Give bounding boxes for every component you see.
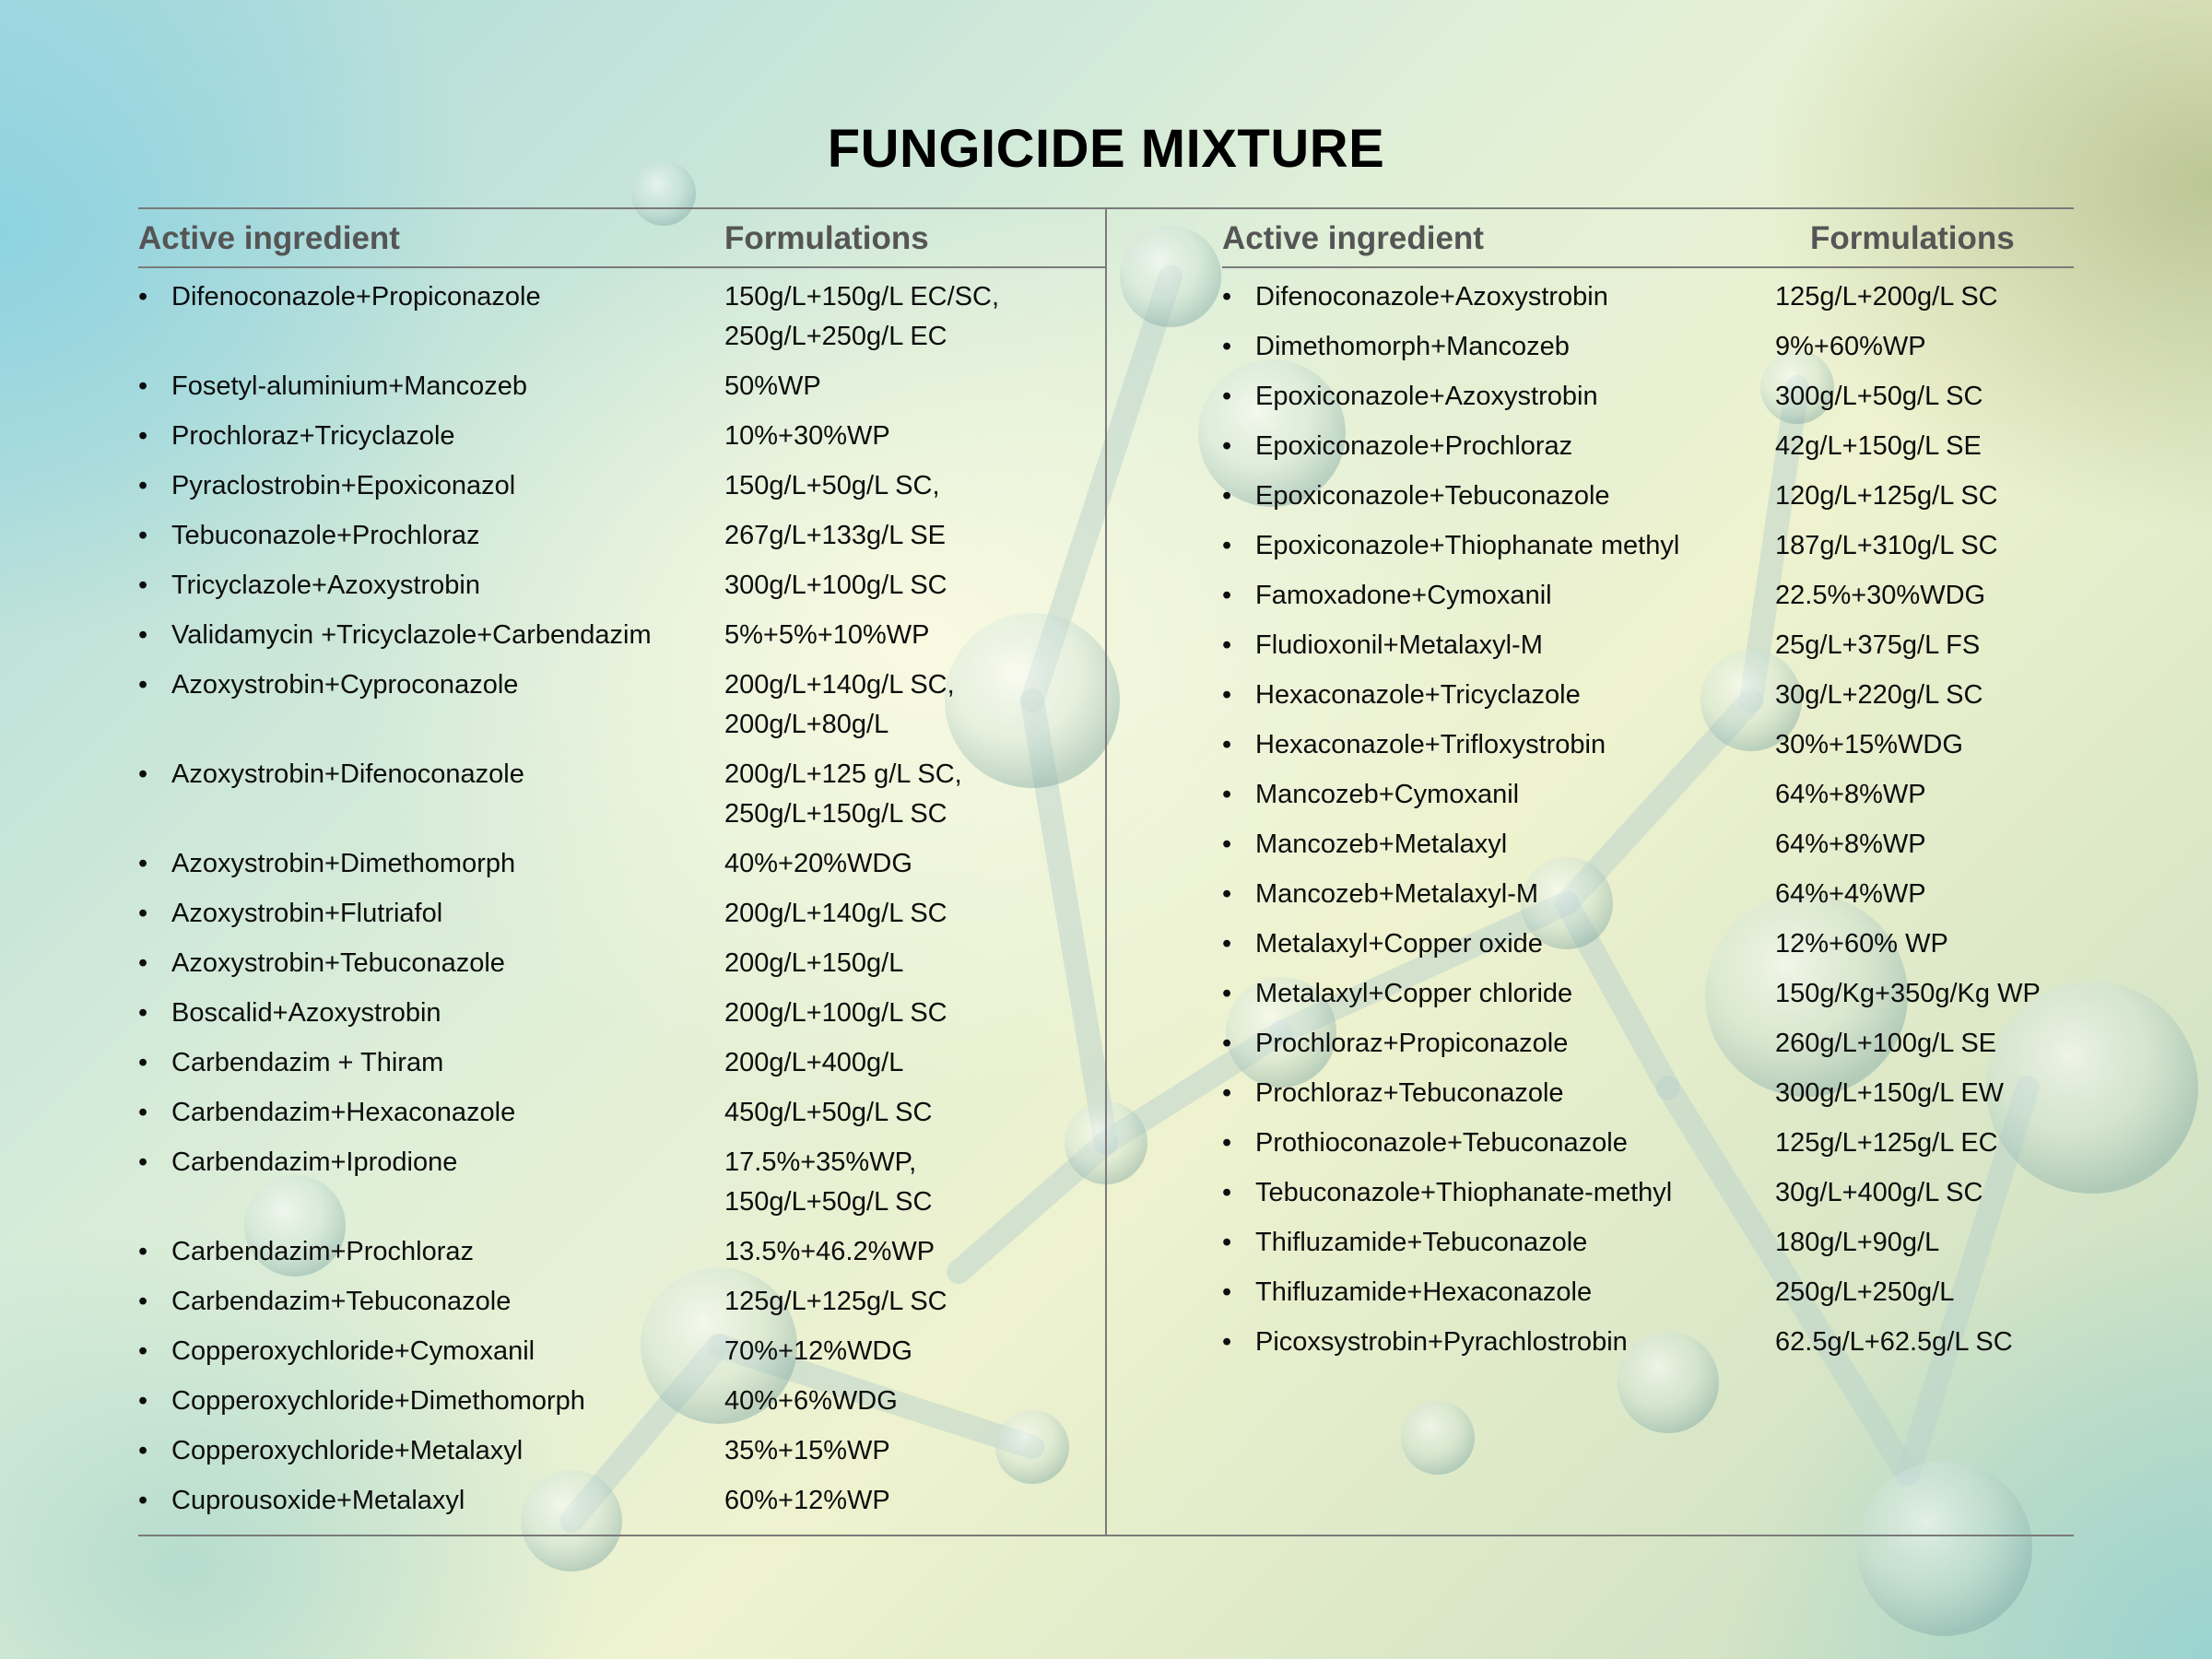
bullet-icon: • [1222, 879, 1232, 909]
formulation-cell: 64%+8%WP [1775, 830, 1926, 859]
formulation-cell: 5%+5%+10%WP [724, 620, 930, 650]
bullet-icon: • [138, 1436, 148, 1465]
table-row [1222, 725, 2074, 775]
table-row [1222, 1223, 2074, 1273]
active-ingredient-cell: Azoxystrobin+Tebuconazole [171, 948, 505, 978]
table-row [138, 1382, 1105, 1431]
active-ingredient-cell: Copperoxychloride+Metalaxyl [171, 1436, 524, 1465]
formulation-cell: 60%+12%WP [724, 1486, 890, 1515]
bullet-icon: • [1222, 680, 1232, 710]
formulation-cell: 64%+8%WP [1775, 780, 1926, 809]
active-ingredient-cell: Fludioxonil+Metalaxyl-M [1255, 630, 1543, 660]
active-ingredient-cell: Mancozeb+Metalaxyl [1255, 830, 1508, 859]
bullet-icon: • [1222, 979, 1232, 1008]
bullet-icon: • [1222, 830, 1232, 859]
formulation-cell: 35%+15%WP [724, 1436, 890, 1465]
bullet-icon: • [138, 371, 148, 401]
bullet-icon: • [138, 1237, 148, 1266]
bullet-icon: • [1222, 332, 1232, 361]
table-row [138, 994, 1105, 1043]
formulation-cell: 300g/L+50g/L SC [1775, 382, 1983, 411]
bullet-icon: • [138, 282, 148, 312]
formulation-cell: 200g/L+400g/L [724, 1048, 904, 1077]
column-divider [1105, 209, 1107, 1535]
active-ingredient-cell: Fosetyl-aluminium+Mancozeb [171, 371, 528, 401]
bullet-icon: • [138, 1386, 148, 1416]
table-row [138, 466, 1105, 516]
formulation-cell: 200g/L+125 g/L SC, 250g/L+150g/L SC [724, 759, 962, 829]
table-row [1222, 775, 2074, 825]
bullet-icon: • [138, 759, 148, 789]
formulation-cell: 200g/L+140g/L SC, 200g/L+80g/L [724, 670, 955, 739]
table-row [138, 1332, 1105, 1382]
table-row [1222, 875, 2074, 924]
formulation-cell: 300g/L+100g/L SC [724, 571, 947, 600]
active-ingredient-cell: Copperoxychloride+Dimethomorph [171, 1386, 585, 1416]
formulation-cell: 180g/L+90g/L [1775, 1228, 1940, 1257]
formulation-cell: 450g/L+50g/L SC [724, 1098, 933, 1127]
active-ingredient-cell: Carbendazim+Hexaconazole [171, 1098, 516, 1127]
formulation-cell: 125g/L+125g/L SC [724, 1287, 947, 1316]
table-row [138, 417, 1105, 466]
formulation-cell: 200g/L+150g/L [724, 948, 904, 978]
formulation-cell: 260g/L+100g/L SE [1775, 1029, 1997, 1058]
active-ingredient-cell: Copperoxychloride+Cymoxanil [171, 1336, 535, 1366]
active-ingredient-cell: Tricyclazole+Azoxystrobin [171, 571, 480, 600]
bullet-icon: • [1222, 1327, 1232, 1357]
table-row [1222, 1173, 2074, 1223]
table-row [138, 516, 1105, 566]
left-column [138, 209, 1105, 1531]
bullet-icon: • [1222, 581, 1232, 610]
right-header-row [1222, 209, 2074, 268]
bullet-icon: • [1222, 431, 1232, 461]
table-row [138, 665, 1105, 755]
formulation-cell: 22.5%+30%WDG [1775, 581, 1986, 610]
table-row [1222, 427, 2074, 477]
formulation-cell: 30g/L+400g/L SC [1775, 1178, 1983, 1207]
active-ingredient-cell: Azoxystrobin+Difenoconazole [171, 759, 524, 789]
slide-title: FUNGICIDE MIXTURE [827, 119, 1385, 179]
bullet-icon: • [138, 998, 148, 1028]
formulation-cell: 9%+60%WP [1775, 332, 1926, 361]
formulation-cell: 125g/L+200g/L SC [1775, 282, 1998, 312]
table-row [1222, 576, 2074, 626]
bullet-icon: • [1222, 1277, 1232, 1307]
right-rows [1222, 268, 2074, 1372]
formulation-cell: 125g/L+125g/L EC [1775, 1128, 1998, 1158]
bullet-icon: • [1222, 929, 1232, 959]
fungicide-table [138, 207, 2074, 1536]
bullet-icon: • [1222, 1228, 1232, 1257]
bullet-icon: • [1222, 481, 1232, 511]
bullet-icon: • [138, 1048, 148, 1077]
active-ingredient-cell: Thifluzamide+Hexaconazole [1255, 1277, 1593, 1307]
header-formulations: Formulations [1810, 220, 2015, 256]
formulation-cell: 17.5%+35%WP, 150g/L+50g/L SC [724, 1147, 933, 1217]
table-row [1222, 526, 2074, 576]
active-ingredient-cell: Azoxystrobin+Flutriafol [171, 899, 443, 928]
formulation-cell: 267g/L+133g/L SE [724, 521, 947, 550]
header-active-ingredient: Active ingredient [1222, 220, 1484, 256]
active-ingredient-cell: Cuprousoxide+Metalaxyl [171, 1486, 465, 1515]
formulation-cell: 30%+15%WDG [1775, 730, 1963, 759]
table-row [138, 277, 1105, 367]
active-ingredient-cell: Carbendazim+Prochloraz [171, 1237, 475, 1266]
table-row [138, 367, 1105, 417]
formulation-cell: 150g/L+50g/L SC, [724, 471, 940, 500]
active-ingredient-cell: Metalaxyl+Copper chloride [1255, 979, 1573, 1008]
left-rows [138, 268, 1105, 1531]
active-ingredient-cell: Epoxiconazole+Thiophanate methyl [1255, 531, 1680, 560]
formulation-cell: 120g/L+125g/L SC [1775, 481, 1998, 511]
active-ingredient-cell: Boscalid+Azoxystrobin [171, 998, 441, 1028]
formulation-cell: 200g/L+140g/L SC [724, 899, 947, 928]
bullet-icon: • [138, 421, 148, 451]
active-ingredient-cell: Difenoconazole+Azoxystrobin [1255, 282, 1608, 312]
bullet-icon: • [138, 521, 148, 550]
table-row [1222, 825, 2074, 875]
active-ingredient-cell: Azoxystrobin+Dimethomorph [171, 849, 516, 878]
formulation-cell: 150g/Kg+350g/Kg WP [1775, 979, 2041, 1008]
table-row [1222, 924, 2074, 974]
active-ingredient-cell: Thifluzamide+Tebuconazole [1255, 1228, 1588, 1257]
table-row [1222, 1323, 2074, 1372]
active-ingredient-cell: Tebuconazole+Thiophanate-methyl [1255, 1178, 1673, 1207]
active-ingredient-cell: Hexaconazole+Trifloxystrobin [1255, 730, 1606, 759]
active-ingredient-cell: Picoxsystrobin+Pyrachlostrobin [1255, 1327, 1628, 1357]
active-ingredient-cell: Mancozeb+Metalaxyl-M [1255, 879, 1539, 909]
table-row [1222, 1074, 2074, 1124]
active-ingredient-cell: Azoxystrobin+Cyproconazole [171, 670, 519, 700]
bullet-icon: • [1222, 1178, 1232, 1207]
formulation-cell: 250g/L+250g/L [1775, 1277, 1955, 1307]
active-ingredient-cell: Prochloraz+Propiconazole [1255, 1029, 1569, 1058]
active-ingredient-cell: Epoxiconazole+Tebuconazole [1255, 481, 1610, 511]
bullet-icon: • [138, 1486, 148, 1515]
table-row [1222, 626, 2074, 676]
table-row [1222, 477, 2074, 526]
formulation-cell: 64%+4%WP [1775, 879, 1926, 909]
bullet-icon: • [1222, 1029, 1232, 1058]
active-ingredient-cell: Carbendazim+Tebuconazole [171, 1287, 512, 1316]
bullet-icon: • [1222, 1128, 1232, 1158]
bullet-icon: • [138, 571, 148, 600]
active-ingredient-cell: Epoxiconazole+Azoxystrobin [1255, 382, 1598, 411]
table-row [138, 944, 1105, 994]
active-ingredient-cell: Dimethomorph+Mancozeb [1255, 332, 1570, 361]
active-ingredient-cell: Epoxiconazole+Prochloraz [1255, 431, 1573, 461]
table-row [1222, 277, 2074, 327]
table-row [1222, 1124, 2074, 1173]
formulation-cell: 42g/L+150g/L SE [1775, 431, 1982, 461]
left-header-row [138, 209, 1105, 268]
bullet-icon: • [138, 899, 148, 928]
table-row [138, 844, 1105, 894]
formulation-cell: 10%+30%WP [724, 421, 890, 451]
active-ingredient-cell: Carbendazim+Iprodione [171, 1147, 458, 1177]
table-row [1222, 1024, 2074, 1074]
header-active-ingredient: Active ingredient [138, 220, 400, 256]
formulation-cell: 50%WP [724, 371, 821, 401]
table-row [138, 894, 1105, 944]
bullet-icon: • [138, 670, 148, 700]
active-ingredient-cell: Metalaxyl+Copper oxide [1255, 929, 1543, 959]
table-row [138, 1232, 1105, 1282]
table-row [1222, 1273, 2074, 1323]
bullet-icon: • [1222, 630, 1232, 660]
table-row [138, 566, 1105, 616]
active-ingredient-cell: Prochloraz+Tricyclazole [171, 421, 455, 451]
table-row [1222, 377, 2074, 427]
formulation-cell: 200g/L+100g/L SC [724, 998, 947, 1028]
active-ingredient-cell: Hexaconazole+Tricyclazole [1255, 680, 1581, 710]
active-ingredient-cell: Pyraclostrobin+Epoxiconazol [171, 471, 516, 500]
formulation-cell: 62.5g/L+62.5g/L SC [1775, 1327, 2013, 1357]
active-ingredient-cell: Validamycin +Tricyclazole+Carbendazim [171, 620, 652, 650]
formulation-cell: 13.5%+46.2%WP [724, 1237, 935, 1266]
formulation-cell: 187g/L+310g/L SC [1775, 531, 1998, 560]
table-row [138, 1282, 1105, 1332]
active-ingredient-cell: Famoxadone+Cymoxanil [1255, 581, 1552, 610]
bullet-icon: • [1222, 1078, 1232, 1108]
table-row [138, 1431, 1105, 1481]
table-row [1222, 327, 2074, 377]
bullet-icon: • [1222, 531, 1232, 560]
bullet-icon: • [138, 1336, 148, 1366]
formulation-cell: 25g/L+375g/L FS [1775, 630, 1981, 660]
table-row [1222, 676, 2074, 725]
formulation-cell: 150g/L+150g/L EC/SC, 250g/L+250g/L EC [724, 282, 1000, 351]
formulation-cell: 12%+60% WP [1775, 929, 1948, 959]
table-row [138, 1143, 1105, 1232]
table-row [1222, 974, 2074, 1024]
active-ingredient-cell: Prothioconazole+Tebuconazole [1255, 1128, 1628, 1158]
right-column [1222, 209, 2074, 1372]
table-row [138, 755, 1105, 844]
bullet-icon: • [1222, 780, 1232, 809]
active-ingredient-cell: Difenoconazole+Propiconazole [171, 282, 541, 312]
bullet-icon: • [138, 849, 148, 878]
bullet-icon: • [1222, 382, 1232, 411]
formulation-cell: 40%+20%WDG [724, 849, 912, 878]
header-formulations: Formulations [724, 220, 929, 256]
table-row [138, 1093, 1105, 1143]
active-ingredient-cell: Prochloraz+Tebuconazole [1255, 1078, 1564, 1108]
bullet-icon: • [1222, 282, 1232, 312]
bullet-icon: • [1222, 730, 1232, 759]
active-ingredient-cell: Mancozeb+Cymoxanil [1255, 780, 1520, 809]
bullet-icon: • [138, 620, 148, 650]
formulation-cell: 40%+6%WDG [724, 1386, 898, 1416]
bullet-icon: • [138, 1098, 148, 1127]
table-row [138, 1043, 1105, 1093]
bullet-icon: • [138, 948, 148, 978]
bullet-icon: • [138, 1147, 148, 1177]
formulation-cell: 300g/L+150g/L EW [1775, 1078, 2005, 1108]
active-ingredient-cell: Tebuconazole+Prochloraz [171, 521, 480, 550]
active-ingredient-cell: Carbendazim + Thiram [171, 1048, 444, 1077]
formulation-cell: 30g/L+220g/L SC [1775, 680, 1983, 710]
table-row [138, 1481, 1105, 1531]
bullet-icon: • [138, 1287, 148, 1316]
bullet-icon: • [138, 471, 148, 500]
formulation-cell: 70%+12%WDG [724, 1336, 912, 1366]
table-row [138, 616, 1105, 665]
